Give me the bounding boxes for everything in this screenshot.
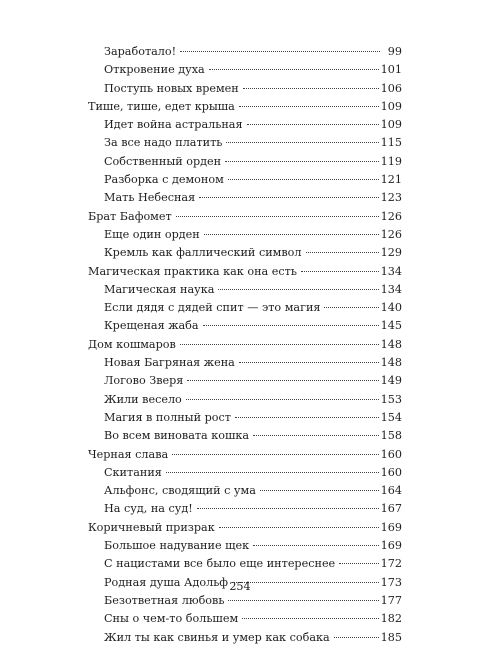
dot-leader: [180, 343, 379, 345]
toc-entry-title: Собственный орден: [104, 154, 222, 168]
dot-leader: [203, 324, 379, 326]
toc-entry-title: Скитания: [104, 465, 162, 479]
dot-leader: [218, 288, 378, 290]
dot-leader: [186, 398, 379, 400]
toc-entry-title: Новая Багряная жена: [104, 356, 235, 370]
toc-entry-title: Жили весело: [104, 392, 182, 406]
dot-leader: [199, 196, 378, 198]
toc-entry-title: Крещеная жаба: [104, 319, 199, 333]
table-of-contents: [88, 43, 402, 647]
toc-section-entry: [88, 61, 402, 79]
toc-section-entry: [88, 391, 402, 409]
toc-section-entry: [88, 281, 402, 299]
dot-leader: [334, 636, 379, 638]
toc-section-entry: [88, 629, 402, 647]
toc-entry-page-number: 134: [380, 282, 402, 296]
toc-chapter-entry: [88, 263, 402, 281]
toc-entry-title: Большое надувание щек: [104, 539, 250, 553]
toc-section-entry: [88, 80, 402, 98]
dot-leader: [260, 489, 379, 491]
dot-leader: [324, 306, 378, 308]
toc-chapter-entry: [88, 98, 402, 116]
toc-entry-page-number: 123: [380, 191, 402, 205]
toc-entry-page-number: 109: [380, 99, 402, 113]
toc-entry-title: Если дядя с дядей спит — это магия: [104, 301, 321, 315]
toc-section-entry: [88, 409, 402, 427]
toc-section-entry: [88, 116, 402, 134]
dot-leader: [239, 105, 379, 107]
toc-entry-page-number: 158: [380, 429, 402, 443]
toc-entry-page-number: 153: [380, 392, 402, 406]
dot-leader: [172, 453, 378, 455]
dot-leader: [176, 215, 379, 217]
toc-entry-title: Кремль как фаллический символ: [104, 246, 302, 260]
toc-section-entry: [88, 354, 402, 372]
toc-entry-page-number: 169: [380, 520, 402, 534]
toc-entry-title: Разборка с демоном: [104, 173, 224, 187]
toc-section-entry: [88, 244, 402, 262]
toc-entry-title: Тише, тише, едет крыша: [88, 99, 235, 113]
toc-section-entry: [88, 189, 402, 207]
toc-entry-title: Дом кошмаров: [88, 337, 176, 351]
dot-leader: [339, 562, 378, 564]
dot-leader: [235, 416, 379, 418]
toc-entry-page-number: 140: [380, 301, 402, 315]
toc-section-entry: [88, 171, 402, 189]
toc-entry-title: Безответная любовь: [104, 593, 225, 607]
toc-entry-title: Коричневый призрак: [88, 520, 215, 534]
dot-leader: [239, 361, 379, 363]
toc-entry-title: Черная слава: [88, 447, 169, 461]
dot-leader: [243, 87, 379, 89]
dot-leader: [225, 160, 379, 162]
toc-entry-page-number: 119: [380, 154, 402, 168]
toc-section-entry: [88, 427, 402, 445]
toc-entry-title: С нацистами все было еще интереснее: [104, 557, 336, 571]
toc-section-entry: [88, 464, 402, 482]
toc-entry-page-number: 177: [380, 593, 402, 607]
dot-leader: [228, 599, 378, 601]
dot-leader: [209, 68, 379, 70]
toc-entry-page-number: 160: [380, 465, 402, 479]
toc-entry-page-number: 106: [380, 81, 402, 95]
toc-section-entry: [88, 537, 402, 555]
toc-chapter-entry: [88, 208, 402, 226]
toc-entry-page-number: 121: [380, 173, 402, 187]
toc-section-entry: [88, 482, 402, 500]
toc-entry-page-number: 167: [380, 502, 402, 516]
toc-entry-page-number: 185: [380, 630, 402, 644]
toc-section-entry: [88, 153, 402, 171]
dot-leader: [228, 178, 379, 180]
dot-leader: [166, 471, 379, 473]
dot-leader: [301, 270, 379, 272]
dot-leader: [219, 526, 379, 528]
toc-entry-title: Сны о чем-то большем: [104, 612, 239, 626]
toc-entry-page-number: 164: [380, 484, 402, 498]
toc-entry-title: Идет война астральная: [104, 118, 243, 132]
toc-section-entry: [88, 500, 402, 518]
toc-section-entry: [88, 372, 402, 390]
dot-leader: [253, 544, 379, 546]
toc-entry-title: Родная душа Адольф: [104, 575, 229, 589]
dot-leader: [226, 141, 378, 143]
toc-entry-title: Магия в полный рост: [104, 410, 231, 424]
toc-entry-page-number: 172: [380, 557, 402, 571]
toc-entry-title: Магическая практика как она есть: [88, 264, 297, 278]
toc-entry-title: Поступь новых времен: [104, 81, 239, 95]
toc-entry-page-number: 115: [380, 136, 402, 150]
toc-entry-page-number: 149: [380, 374, 402, 388]
toc-entry-title: За все надо платить: [104, 136, 223, 150]
toc-entry-page-number: 109: [380, 118, 402, 132]
dot-leader: [253, 434, 379, 436]
toc-section-entry: [88, 592, 402, 610]
dot-leader: [242, 617, 378, 619]
toc-entry-page-number: 126: [380, 227, 402, 241]
dot-leader: [204, 233, 379, 235]
toc-entry-page-number: 148: [380, 337, 402, 351]
toc-entry-page-number: 169: [380, 539, 402, 553]
toc-entry-page-number: 145: [380, 319, 402, 333]
toc-chapter-entry: [88, 446, 402, 464]
toc-chapter-entry: [88, 519, 402, 537]
page-number: 254: [229, 580, 251, 593]
toc-entry-page-number: 173: [380, 575, 402, 589]
toc-entry-title: Логово Зверя: [104, 374, 184, 388]
dot-leader: [247, 123, 379, 125]
toc-entry-page-number: 126: [380, 209, 402, 223]
toc-entry-page-number: 154: [380, 410, 402, 424]
toc-section-entry: [88, 134, 402, 152]
dot-leader: [187, 379, 378, 381]
toc-entry-page-number: 134: [380, 264, 402, 278]
toc-entry-page-number: 101: [380, 63, 402, 77]
toc-chapter-entry: [88, 336, 402, 354]
toc-section-entry: [88, 317, 402, 335]
toc-section-entry: [88, 610, 402, 628]
toc-entry-title: Откровение духа: [104, 63, 205, 77]
toc-entry-title: На суд, на суд!: [104, 502, 193, 516]
toc-entry-title: Жил ты как свинья и умер как собака: [104, 630, 330, 644]
toc-entry-page-number: 182: [380, 612, 402, 626]
toc-entry-title: Альфонс, сводящий с ума: [104, 484, 256, 498]
toc-entry-page-number: 99: [387, 45, 402, 58]
toc-section-entry: [88, 226, 402, 244]
toc-entry-title: Во всем виновата кошка: [104, 429, 250, 443]
toc-section-entry: [88, 43, 402, 61]
toc-entry-title: Еще один орден: [104, 227, 200, 241]
toc-entry-title: Магическая наука: [104, 282, 215, 296]
dot-leader: [197, 507, 379, 509]
toc-entry-title: Мать Небесная: [104, 191, 196, 205]
dot-leader: [306, 251, 379, 253]
toc-entry-title: Брат Бафомет: [88, 209, 172, 223]
toc-entry-page-number: 148: [380, 356, 402, 370]
toc-section-entry: [88, 299, 402, 317]
toc-entry-page-number: 129: [380, 246, 402, 260]
toc-entry-title: Заработало!: [104, 45, 177, 58]
dot-leader: [180, 50, 380, 52]
toc-entry-page-number: 160: [380, 447, 402, 461]
toc-section-entry: [88, 555, 402, 573]
